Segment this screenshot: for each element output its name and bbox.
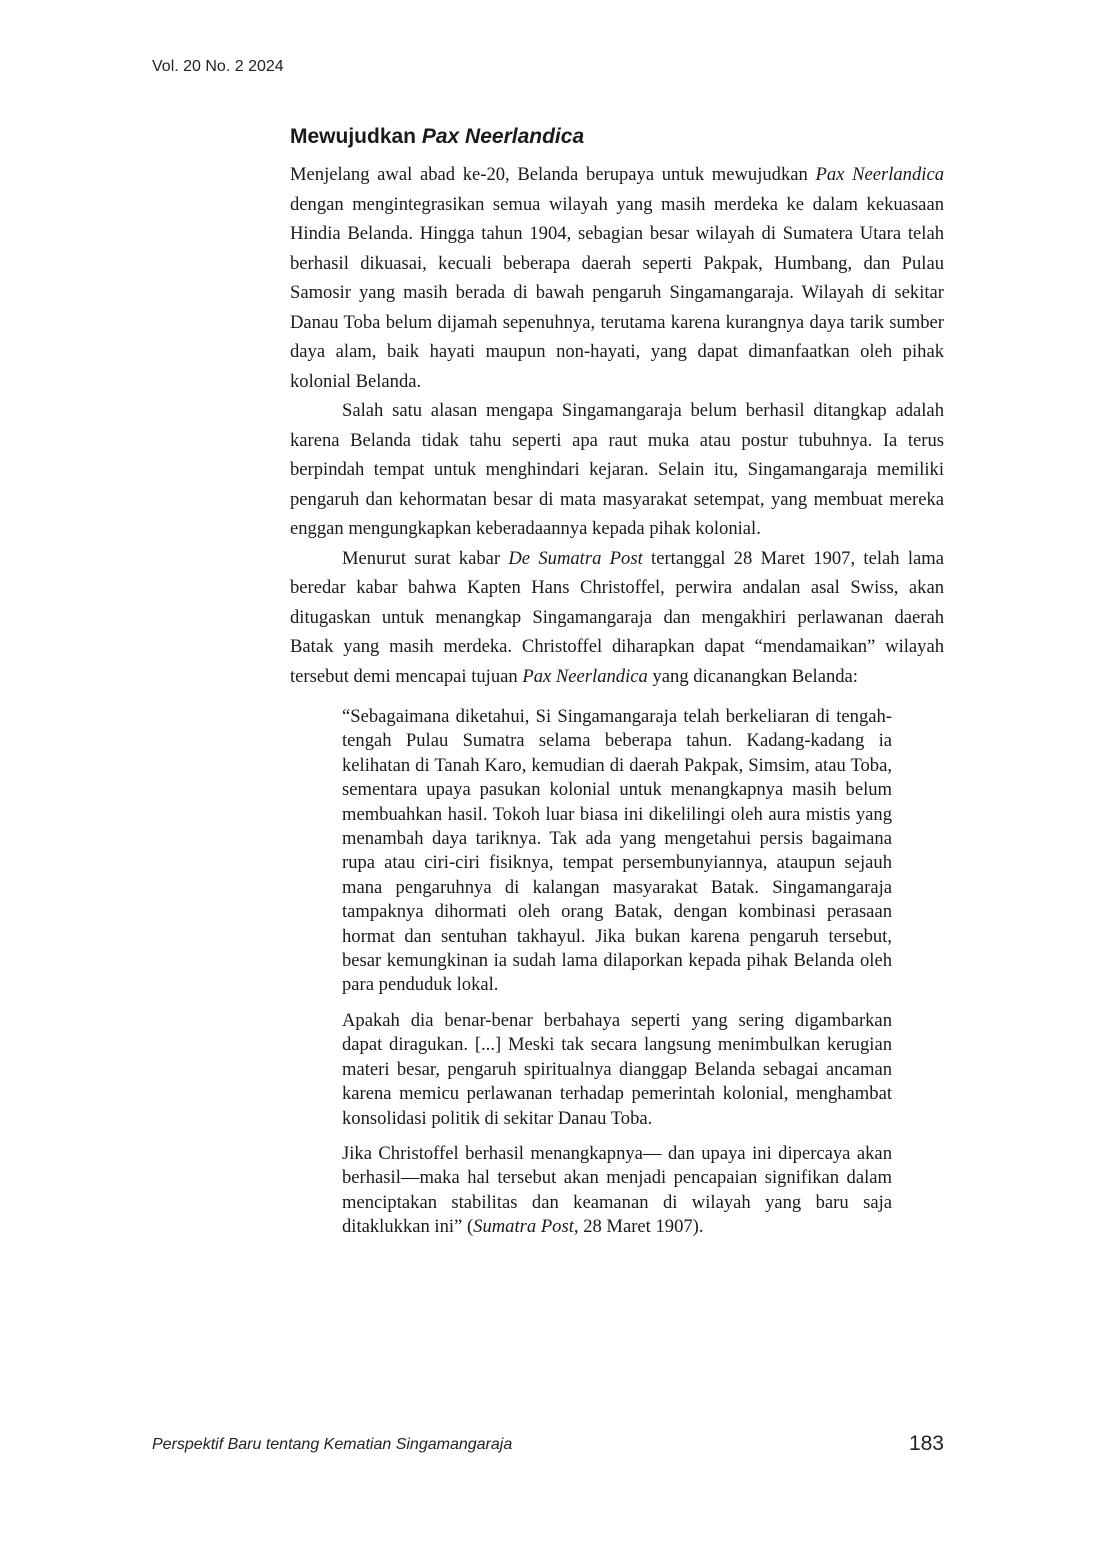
- quote-paragraph-3-text-a: Jika Christoffel berhasil menangkapnya— dan upaya ini dipercaya akan berhasil—maka hal tersebut akan menjadi pencapaian signifikan dalam menciptakan stabilitas dan keamanan di wilayah yang baru saja ditaklukkan ini” (: [342, 1142, 892, 1238]
- quote-paragraph-1: “Sebagaimana diketahui, Si Singamangaraja telah berkeliaran di tengah-tengah Pulau Sumatra selama beberapa tahun. Kadang-kadang ia kelihatan di Tanah Karo, kemudian di daerah Pakpak, Simsim, atau Toba, sementara upaya pasukan kolonial untuk menangkapnya masih belum membuahkan hasil. Tokoh luar biasa ini dikelilingi oleh aura mistis yang menambah daya tariknya. Tak ada yang mengetahui persis bagaimana rupa atau ciri-ciri fisiknya, tempat persembunyiannya, ataupun sejauh mana pengaruhnya di kalangan masyarakat Batak. Singamangaraja tampaknya dihormati oleh orang Batak, dengan kombinasi perasaan hormat dan sentuhan takhayul. Jika bukan karena pengaruh tersebut, besar kemungkinan ia sudah lama dilaporkan kepada pihak Belanda oleh para penduduk lokal.: [342, 706, 892, 996]
- paragraph-3: [290, 544, 944, 692]
- quote-paragraph-3: [342, 1142, 892, 1240]
- paragraph-1-text-a: Menjelang awal abad ke-20, Belanda berupaya untuk mewujudkan: [290, 164, 816, 185]
- paragraph-2: Salah satu alasan mengapa Singamangaraja belum berhasil ditangkap adalah karena Belanda tidak tahu seperti apa raut muka atau postur tubuhnya. Ia terus berpindah tempat untuk menghindari kejaran. Selain itu, Singamangaraja memiliki pengaruh dan kehormatan besar di mata masyarakat setempat, yang membuat mereka enggan mengungkapkan keberadaannya kepada pihak kolonial.: [290, 400, 944, 539]
- paragraph-1: [290, 160, 944, 396]
- quote-paragraph-3-italic: Sumatra Post: [473, 1216, 574, 1238]
- section-heading-italic: Pax Neerlandica: [421, 125, 585, 148]
- section-heading-prefix: Mewujudkan: [290, 125, 422, 148]
- page-number: 183: [908, 1432, 944, 1455]
- quote-paragraph-3-text-c: , 28 Maret 1907).: [573, 1216, 704, 1238]
- paragraph-3-text-a: Menurut surat kabar: [342, 547, 509, 569]
- paragraph-3-italic-pax: Pax Neerlandica: [522, 665, 648, 687]
- paragraph-3-text-c: tertanggal 28 Maret 1907, telah lama beredar kabar bahwa Kapten Hans Christoffel, perwira andalan asal Swiss, akan ditugaskan untuk menangkap Singamangaraja dan mengakhiri perlawanan daerah Batak yang masih merdeka. Christoffel diharapkan dapat “mendamaikan” wilayah tersebut demi mencapai tujuan: [290, 547, 944, 687]
- paragraph-3-text-e: yang dicanangkan Belanda:: [647, 665, 858, 687]
- running-head: Vol. 20 No. 2 2024: [152, 58, 284, 75]
- paragraph-1-text-c: dengan mengintegrasikan semua wilayah yang masih merdeka ke dalam kekuasaan Hindia Belanda. Hingga tahun 1904, sebagian besar wilayah di Sumatera Utara telah berhasil dikuasai, kecuali beberapa daerah seperti Pakpak, Humbang, dan Pulau Samosir yang masih berada di bawah pengaruh Singamangaraja. Wilayah di sekitar Danau Toba belum dijamah sepenuhnya, terutama karena kurangnya daya tarik sumber daya alam, baik hayati maupun non-hayati, yang dapat dimanfaatkan oleh pihak kolonial Belanda.: [290, 193, 944, 392]
- body-text: [290, 160, 944, 691]
- section-heading: [290, 122, 944, 152]
- paragraph-1-italic: Pax Neerlandica: [815, 164, 944, 185]
- paragraph-3-italic-newspaper: De Sumatra Post: [508, 547, 643, 569]
- running-footer-title: Perspektif Baru tentang Kematian Singamangaraja: [152, 1436, 513, 1453]
- quote-paragraph-2: Apakah dia benar-benar berbahaya seperti yang sering digambarkan dapat diragukan. [...] Meski tak secara langsung menimbulkan kerugian materi besar, pengaruh spiritualnya dianggap Belanda sebagai ancaman karena memicu perlawanan terhadap pemerintah kolonial, menghambat konsolidasi politik di sekitar Danau Toba.: [342, 1009, 892, 1129]
- article-content: [290, 122, 944, 1251]
- block-quote: [342, 705, 892, 1240]
